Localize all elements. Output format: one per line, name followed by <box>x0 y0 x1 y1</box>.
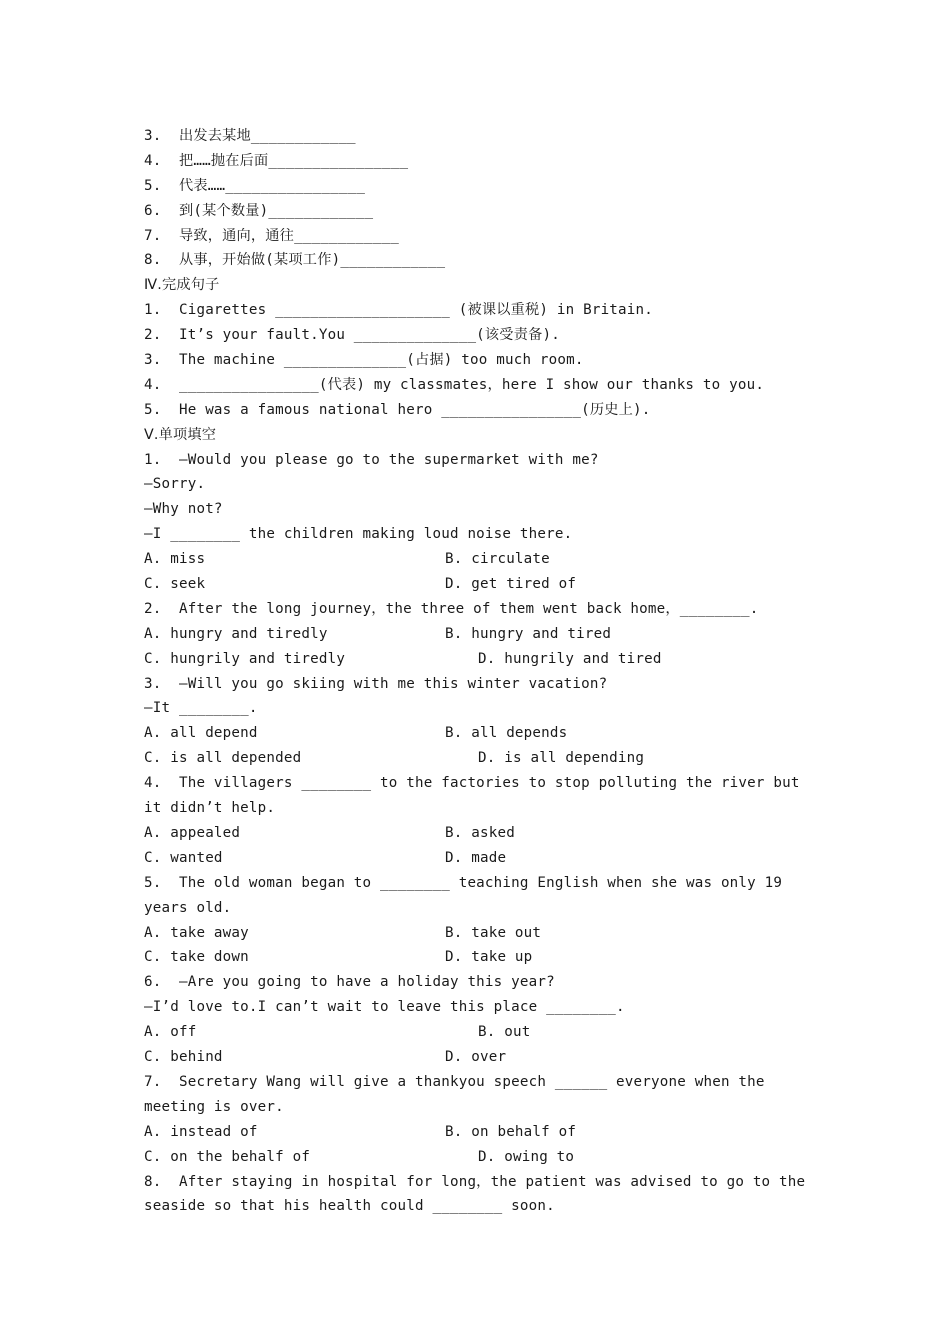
question-line: —I’d love to.I can’t wait to leave this place ________. <box>144 999 625 1016</box>
option-c: C. seek <box>144 576 206 593</box>
option-row <box>144 945 812 970</box>
option-row <box>144 1045 812 1070</box>
question-2 <box>144 597 812 672</box>
question-1 <box>144 448 812 597</box>
option-b: B. hungry and tired <box>445 625 612 642</box>
option-row <box>144 746 812 771</box>
option-a: A. take away <box>144 924 249 941</box>
sentence-item: 1. Cigarettes ____________________ (被课以重税) in Britain. <box>144 302 654 319</box>
option-d: D. hungrily and tired <box>478 650 662 667</box>
option-d: D. made <box>445 849 507 866</box>
question-3 <box>144 672 812 772</box>
option-c: C. hungrily and tiredly <box>144 650 346 667</box>
section-5-title: Ⅴ.单项填空 <box>144 426 217 443</box>
question-line: 1. —Would you please go to the supermarket with me? <box>144 451 599 468</box>
option-row <box>144 547 812 572</box>
question-line: —Sorry. <box>144 476 206 493</box>
option-d: D. take up <box>445 949 533 966</box>
question-line: 6. —Are you going to have a holiday this year? <box>144 974 555 991</box>
option-d: D. owing to <box>478 1148 575 1165</box>
option-c: C. is all depended <box>144 750 302 767</box>
question-line: 4. The villagers ________ to the factories to stop polluting the river but it didn’t help. <box>144 775 809 817</box>
option-c: C. take down <box>144 949 249 966</box>
option-a: A. off <box>144 1024 197 1041</box>
option-b: B. take out <box>445 924 542 941</box>
sentence-item: 5. He was a famous national hero ________________(历史上). <box>144 401 651 418</box>
option-d: D. over <box>445 1049 507 1066</box>
phrase-item: 5. 代表……________________ <box>144 177 366 194</box>
phrase-item: 3. 出发去某地____________ <box>144 128 356 144</box>
option-c: C. wanted <box>144 849 223 866</box>
sentence-item: 2. It’s your fault.You ______________(该受责备). <box>144 327 560 344</box>
option-c: C. on the behalf of <box>144 1148 311 1165</box>
option-b: B. circulate <box>445 551 550 568</box>
option-a: A. all depend <box>144 725 258 742</box>
section-4-title: Ⅳ.完成句子 <box>144 277 220 294</box>
question-5 <box>144 871 812 971</box>
option-a: A. appealed <box>144 824 241 841</box>
sentence-item: 3. The machine ______________(占据) too much room. <box>144 352 584 369</box>
option-row <box>144 1020 812 1045</box>
option-row <box>144 622 812 647</box>
option-b: B. out <box>478 1024 531 1041</box>
option-row <box>144 647 812 672</box>
question-line: 7. Secretary Wang will give a thankyou speech ______ everyone when the meeting is over. <box>144 1073 774 1115</box>
option-a: A. miss <box>144 551 206 568</box>
option-d: D. get tired of <box>445 576 577 593</box>
phrase-item: 7. 导致，通向，通往____________ <box>144 227 399 244</box>
option-row <box>144 1145 812 1170</box>
option-b: B. asked <box>445 824 515 841</box>
option-b: B. on behalf of <box>445 1123 577 1140</box>
sentence-item: 4. ________________(代表) my classmates，here I show our thanks to you. <box>144 376 765 393</box>
phrase-item: 8. 从事，开始做(某项工作)____________ <box>144 252 446 269</box>
option-row <box>144 846 812 871</box>
document-page <box>144 124 815 1219</box>
option-row <box>144 572 812 597</box>
option-row <box>144 1120 812 1145</box>
option-row <box>144 921 812 946</box>
question-line: —It ________. <box>144 700 258 717</box>
question-8 <box>144 1170 815 1220</box>
question-7 <box>144 1070 812 1170</box>
option-row <box>144 821 812 846</box>
question-line: 2. After the long journey，the three of them went back home，________. <box>144 600 759 617</box>
option-a: A. hungry and tiredly <box>144 625 328 642</box>
option-d: D. is all depending <box>478 750 645 767</box>
option-b: B. all depends <box>445 725 568 742</box>
phrase-item: 6. 到(某个数量)____________ <box>144 202 374 219</box>
phrase-item: 4. 把……抛在后面________________ <box>144 152 409 169</box>
sentence-completion-list <box>144 298 812 422</box>
question-6 <box>144 970 812 1070</box>
question-line: —I ________ the children making loud noise there. <box>144 526 573 543</box>
option-c: C. behind <box>144 1049 223 1066</box>
question-line: —Why not? <box>144 501 223 518</box>
question-line: 5. The old woman began to ________ teaching English when she was only 19 years old. <box>144 874 791 916</box>
question-line: 3. —Will you go skiing with me this winter vacation? <box>144 675 608 692</box>
option-row <box>144 721 812 746</box>
phrase-list <box>144 124 812 273</box>
question-4 <box>144 771 812 871</box>
question-line: 8. After staying in hospital for long，the patient was advised to go to the seaside so that his health could ________ soon. <box>144 1173 815 1215</box>
option-a: A. instead of <box>144 1123 258 1140</box>
